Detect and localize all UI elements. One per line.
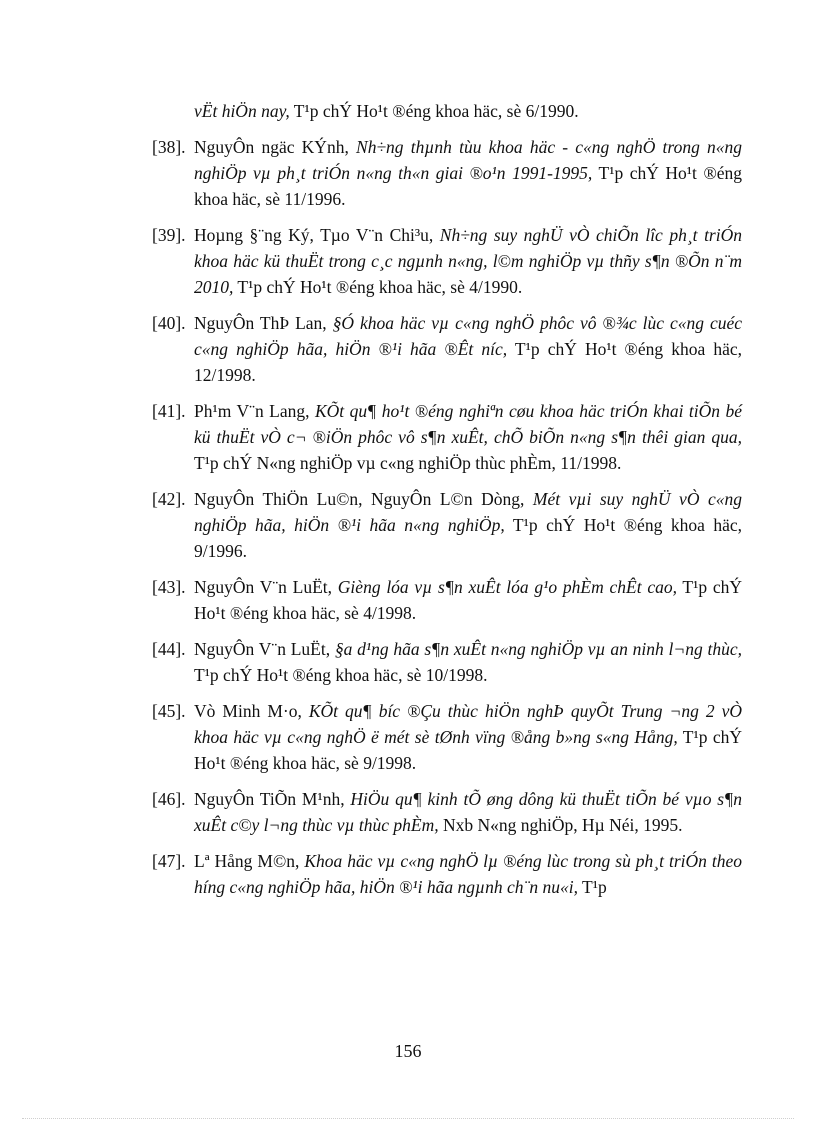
reference-number: [42]. (152, 489, 186, 509)
reference-entry (152, 636, 742, 688)
reference-title: Gièng lóa vµ s¶n xuÊt lóa g¹o phÈm chÊt cao, (337, 577, 677, 597)
reference-authors: NguyÔn ThiÖn Lu©n, NguyÔn L©n Dòng, (194, 489, 533, 509)
reference-number: [46]. (152, 789, 186, 809)
reference-source: T¹p chÝ N«ng nghiÖp vµ c«ng nghiÖp thùc phÈm, 11/1998. (194, 453, 622, 473)
reference-title: vËt hiÖn nay, (194, 101, 290, 121)
reference-title: KÕt qu¶ ho¹t ®éng nghiªn cøu khoa häc triÓn khai tiÕn bé kü thuËt vÒ c¬ ®iÖn phôc vô s¶n xuÊt, chÕ biÕn n«ng s¶n thêi gian qua, (194, 401, 742, 447)
reference-authors: Hoµng §¨ng Ký, Tµo V¨n Chi³u, (194, 225, 440, 245)
reference-number: [40]. (152, 313, 186, 333)
reference-number: [47]. (152, 851, 186, 871)
reference-authors: NguyÔn TiÕn M¹nh, (194, 789, 351, 809)
reference-authors: Ph¹m V¨n Lang, (194, 401, 315, 421)
reference-source: T¹p chÝ Ho¹t ®éng khoa häc, 9/1996. (194, 515, 743, 561)
reference-title: Mét vµi suy nghÜ vÒ c«ng nghiÖp hãa, hiÖn ®¹i hãa n«ng nghiÖp, (194, 489, 742, 535)
reference-title: §Ó khoa häc vµ c«ng nghÖ phôc vô ®¾c lùc c«ng cuéc c«ng nghiÖp hãa, hiÖn ®¹i hãa ®Êt níc, (194, 313, 742, 359)
reference-entry (152, 398, 742, 476)
reference-number: [38]. (152, 137, 186, 157)
reference-authors: NguyÔn V¨n LuËt, (194, 639, 335, 659)
reference-number: [44]. (152, 639, 186, 659)
reference-number: [41]. (152, 401, 186, 421)
reference-entry (152, 574, 742, 626)
reference-title: KÕt qu¶ bíc ®Çu thùc hiÖn nghÞ quyÕt Trung ¬ng 2 vÒ khoa häc vµ c«ng nghÖ ë mét sè tØnh vïng ®ång b»ng s«ng Hång, (194, 701, 742, 747)
reference-entry (152, 98, 742, 124)
reference-number: [43]. (152, 577, 186, 597)
reference-entry (152, 134, 742, 212)
reference-authors: NguyÔn ThÞ Lan, (194, 313, 333, 333)
reference-entry (152, 698, 742, 776)
reference-authors: Lª Hång M©n, (194, 851, 305, 871)
reference-authors: NguyÔn V¨n LuËt, (194, 577, 338, 597)
reference-title: HiÖu qu¶ kinh tÕ øng dông kü thuËt tiÕn bé vµo s¶n xuÊt c©y l¬ng thùc vµ thùc phÈm, (194, 789, 742, 835)
reference-authors: Vò Minh M·o, (194, 701, 309, 721)
footer-divider (22, 1118, 794, 1119)
reference-source: T¹p chÝ Ho¹t ®éng khoa häc, sè 4/1998. (194, 577, 742, 623)
reference-source: T¹p chÝ Ho¹t ®éng khoa häc, sè 10/1998. (194, 665, 488, 685)
reference-source: T¹p (577, 877, 607, 897)
reference-source: Nxb N«ng nghiÖp, Hµ Néi, 1995. (438, 815, 683, 835)
reference-number: [45]. (152, 701, 186, 721)
reference-source: T¹p chÝ Ho¹t ®éng khoa häc, sè 4/1990. (233, 277, 523, 297)
reference-source: T¹p chÝ Ho¹t ®éng khoa häc, sè 9/1998. (194, 727, 743, 773)
reference-entry (152, 486, 742, 564)
reference-list (152, 98, 742, 910)
page-number: 156 (394, 1041, 422, 1061)
reference-source: T¹p chÝ Ho¹t ®éng khoa häc, 12/1998. (194, 339, 743, 385)
reference-entry (152, 310, 742, 388)
reference-entry (152, 848, 742, 900)
reference-entry (152, 786, 742, 838)
reference-title: Nh÷ng thµnh tùu khoa häc - c«ng nghÖ trong n«ng nghiÖp vµ ph¸t triÓn n«ng th«n giai ®o¹n 1991-1995, (194, 137, 743, 183)
reference-source: T¹p chÝ Ho¹t ®éng khoa häc, sè 11/1996. (194, 163, 743, 209)
reference-authors: NguyÔn ngäc KÝnh, (194, 137, 357, 157)
reference-number: [39]. (152, 225, 186, 245)
reference-title: Khoa häc vµ c«ng nghÖ lµ ®éng lùc trong sù ph¸t triÓn theo híng c«ng nghiÖp hãa, hiÖn ®¹i hãa ngµnh ch¨n nu«i, (194, 851, 742, 897)
reference-title: §a d¹ng hãa s¶n xuÊt n«ng nghiÖp vµ an ninh l¬ng thùc, (334, 639, 742, 659)
reference-entry (152, 222, 742, 300)
reference-title: Nh÷ng suy nghÜ vÒ chiÕn lîc ph¸t triÓn khoa häc kü thuËt trong c¸c ngµnh n«ng, l©m nghiÖp vµ thñy s¶n ®Õn n¨m 2010, (194, 225, 742, 297)
reference-source: T¹p chÝ Ho¹t ®éng khoa häc, sè 6/1990. (289, 101, 579, 121)
